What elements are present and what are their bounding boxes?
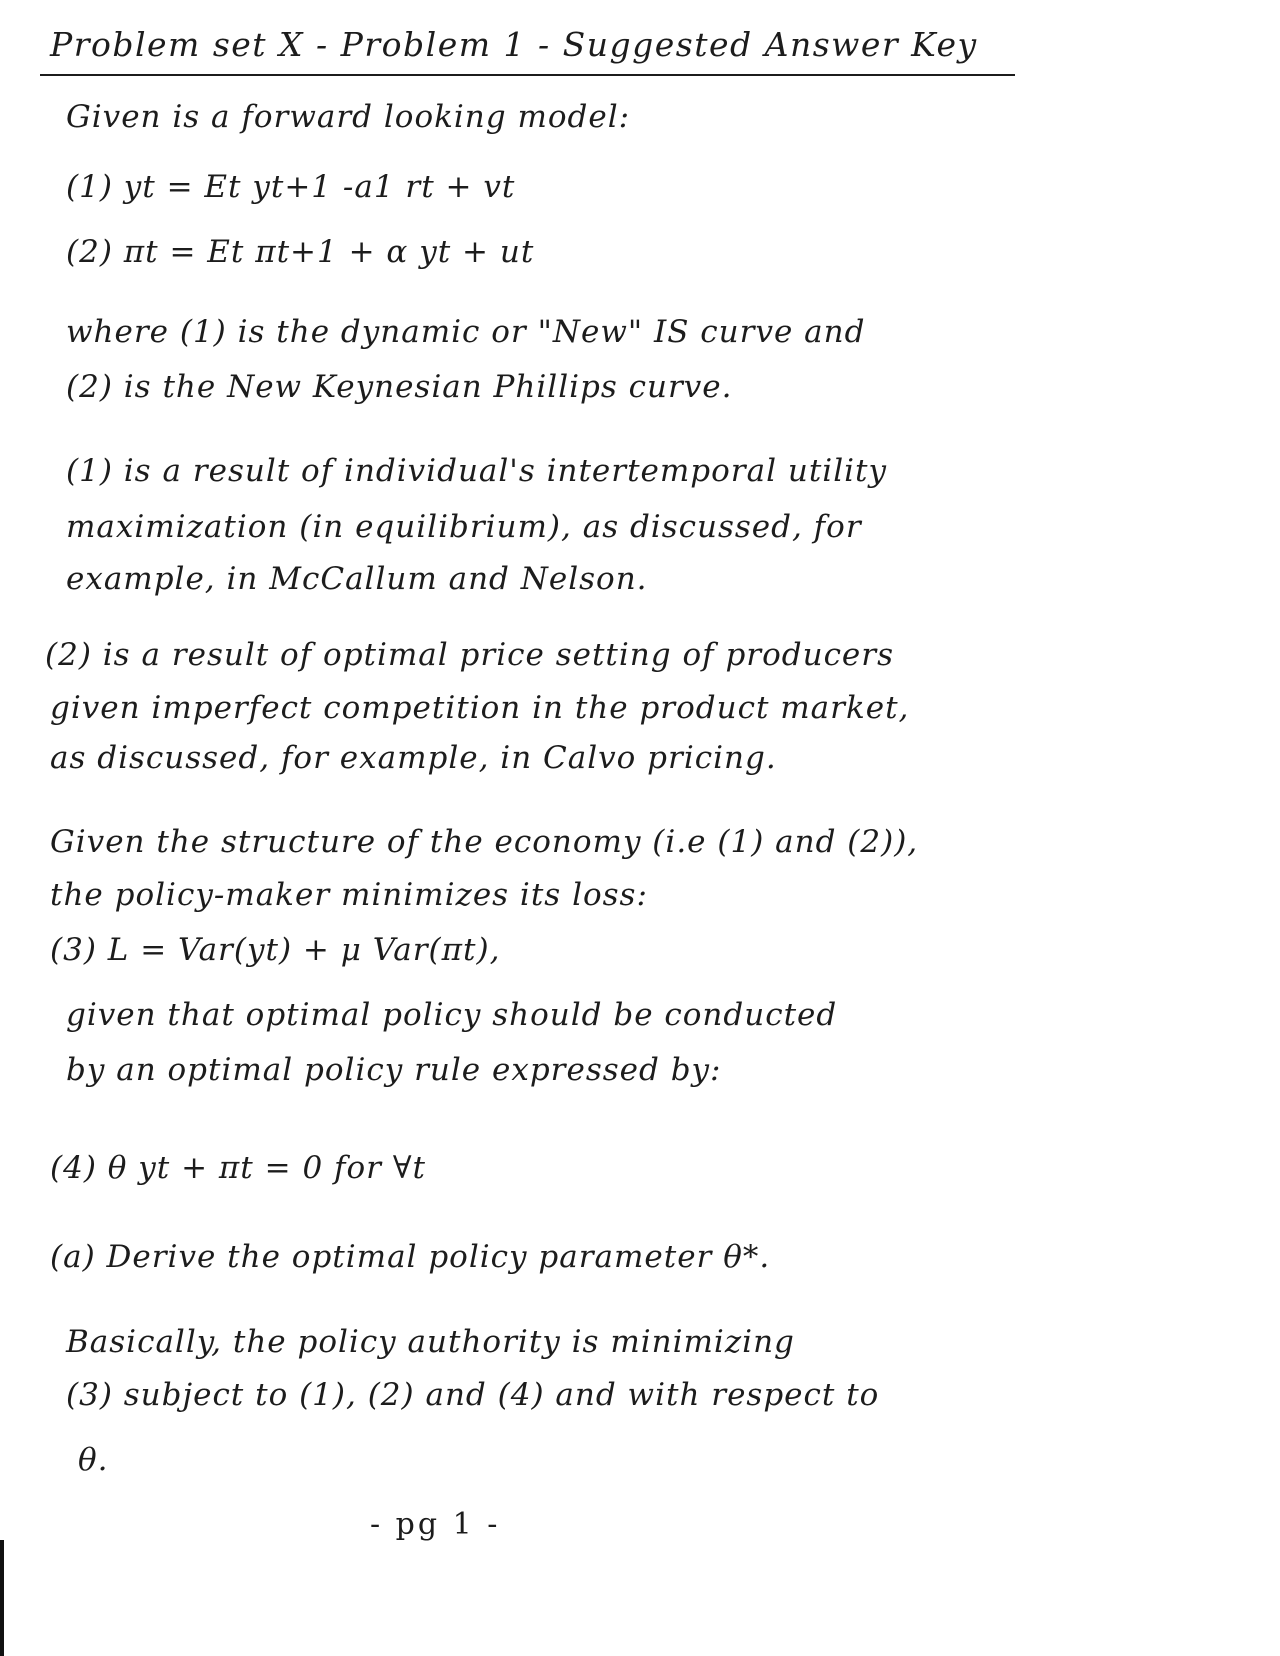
text-line-1: Given is a forward looking model: <box>66 99 631 135</box>
text-line-8: example, in McCallum and Nelson. <box>66 561 648 597</box>
text-line-6: (1) is a result of individual's intertemporal utility <box>66 453 888 489</box>
text-line-20: (3) subject to (1), (2) and (4) and with respect to <box>66 1377 880 1413</box>
text-line-10: given imperfect competition in the product market, <box>50 690 910 726</box>
page-number: - pg 1 - <box>370 1507 501 1542</box>
text-line-4: where (1) is the dynamic or "New" IS curve and <box>66 314 866 350</box>
equation-1: (1) yt = Et yt+1 -a1 rt + vt <box>66 169 516 205</box>
text-line-19: Basically, the policy authority is minimizing <box>66 1324 795 1360</box>
text-line-9: (2) is a result of optimal price setting of producers <box>45 637 895 673</box>
question-a: (a) Derive the optimal policy parameter θ*. <box>50 1239 771 1275</box>
scan-edge-mark <box>0 1540 4 1656</box>
text-line-16: by an optimal policy rule expressed by: <box>66 1052 722 1088</box>
text-line-12: Given the structure of the economy (i.e (1) and (2)), <box>50 824 919 860</box>
text-line-7: maximization (in equilibrium), as discussed, for <box>66 509 862 545</box>
text-line-5: (2) is the New Keynesian Phillips curve. <box>66 369 733 405</box>
text-line-21: θ. <box>78 1442 109 1478</box>
text-line-15: given that optimal policy should be conducted <box>66 997 838 1033</box>
text-line-13: the policy-maker minimizes its loss: <box>50 877 648 913</box>
equation-3: (3) L = Var(yt) + μ Var(πt), <box>50 932 501 968</box>
text-line-11: as discussed, for example, in Calvo pricing. <box>50 740 777 776</box>
equation-4: (4) θ yt + πt = 0 for ∀t <box>50 1150 427 1186</box>
page-title: Problem set X - Problem 1 - Suggested Answer Key <box>50 25 978 64</box>
equation-2: (2) πt = Et πt+1 + α yt + ut <box>66 234 535 270</box>
title-underline <box>40 74 1015 76</box>
